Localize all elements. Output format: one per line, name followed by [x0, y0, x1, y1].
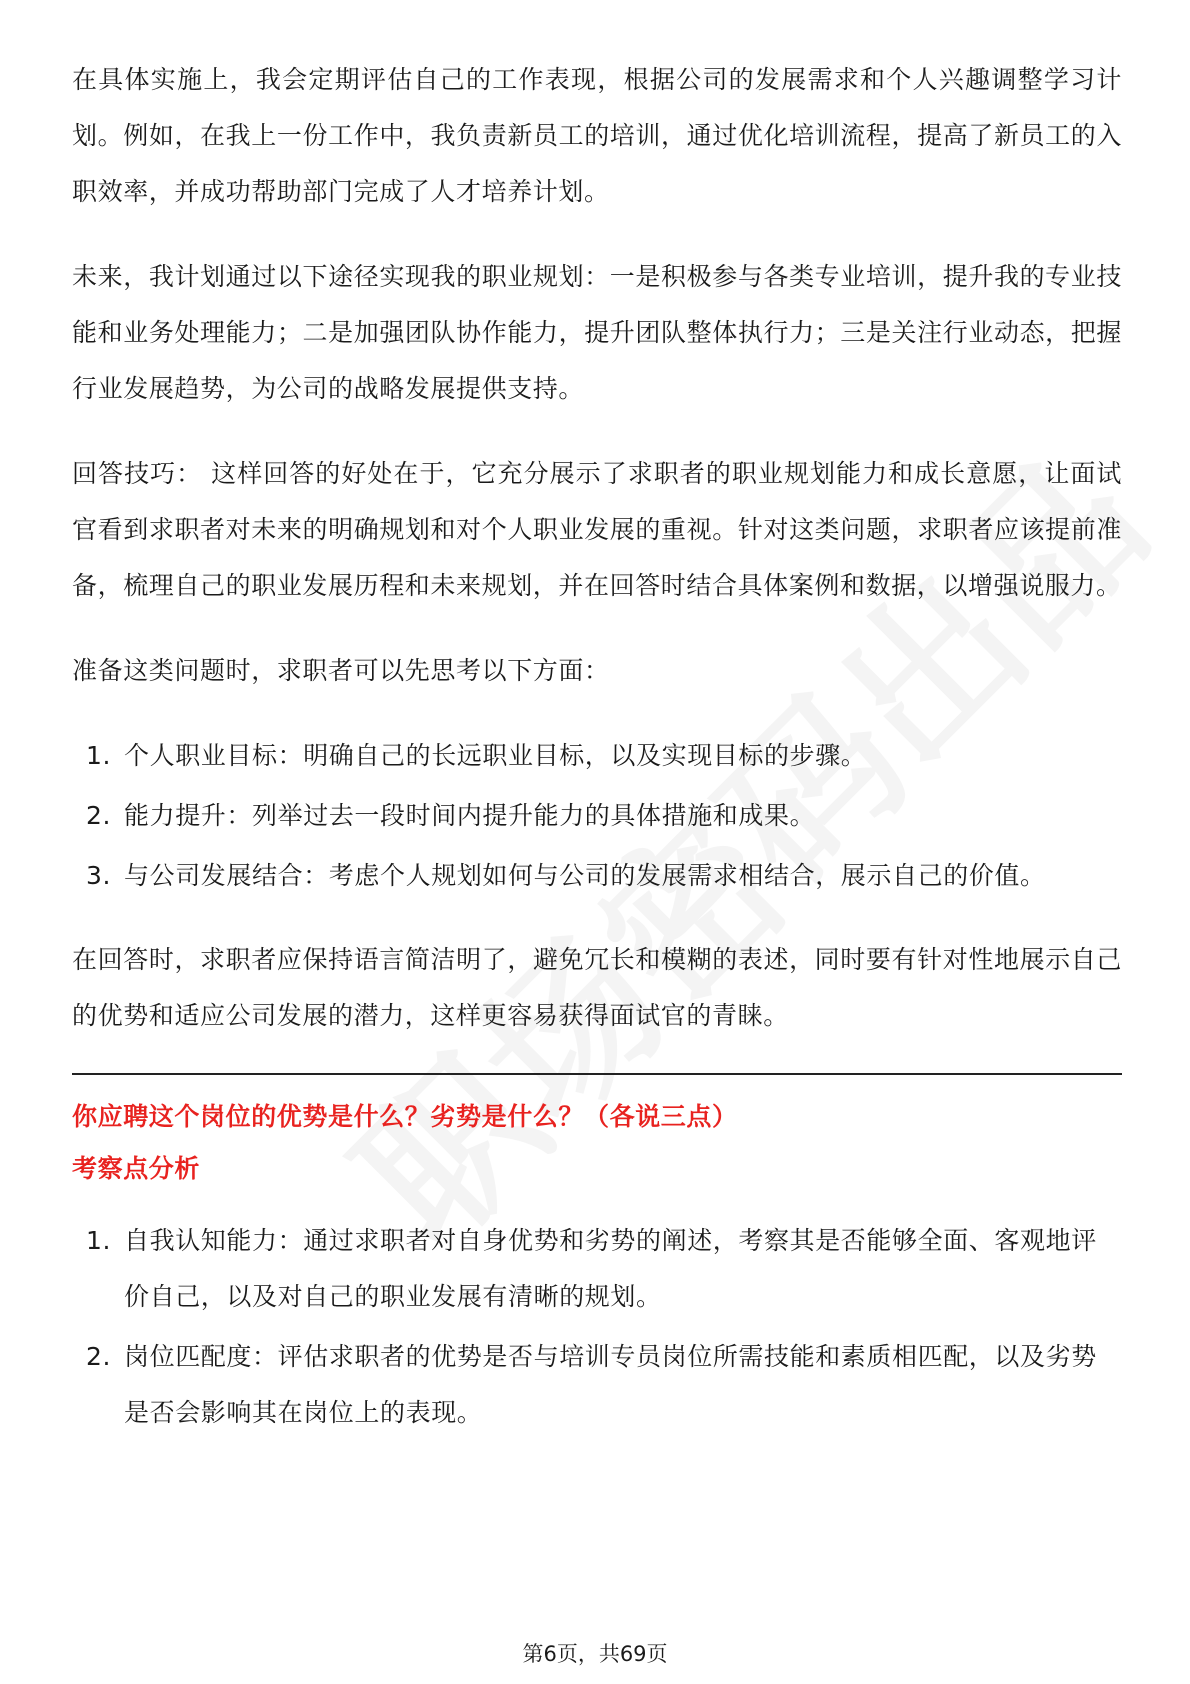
analysis-list — [72, 1213, 1122, 1441]
list-item-text: 岗位匹配度：评估求职者的优势是否与培训专员岗位所需技能和素质相匹配，以及劣势是否会影响其在岗位上的表现。 — [124, 1342, 1097, 1427]
paragraph-implementation: 在具体实施上，我会定期评估自己的工作表现，根据公司的发展需求和个人兴趣调整学习计划。例如，在我上一份工作中，我负责新员工的培训，通过优化培训流程，提高了新员工的入职效率，并成功帮助部门完成了人才培养计划。 — [72, 65, 1122, 206]
page-content — [72, 52, 1122, 1469]
list-number: 2. — [86, 801, 112, 830]
list-item — [72, 788, 1122, 844]
list-item-text: 自我认知能力：通过求职者对自身优势和劣势的阐述，考察其是否能够全面、客观地评价自己，以及对自己的职业发展有清晰的规划。 — [124, 1226, 1097, 1311]
list-item — [72, 1213, 1122, 1325]
paragraph-answer-tips: 回答技巧： 这样回答的好处在于，它充分展示了求职者的职业规划能力和成长意愿，让面试官看到求职者对未来的明确规划和对个人职业发展的重视。针对这类问题，求职者应该提前准备，梳理自己的职业发展历程和未来规划，并在回答时结合具体案例和数据，以增强说服力。 — [72, 459, 1122, 600]
list-item — [72, 1329, 1122, 1441]
list-number: 1. — [86, 741, 112, 770]
list-item — [72, 848, 1122, 904]
question-title: 你应聘这个岗位的优势是什么？劣势是什么？（各说三点） — [72, 1102, 738, 1131]
list-item-text: 个人职业目标：明确自己的长远职业目标，以及实现目标的步骤。 — [124, 741, 867, 770]
paragraph-prep-intro: 准备这类问题时，求职者可以先思考以下方面： — [72, 656, 610, 685]
list-item — [72, 728, 1122, 784]
list-number: 3. — [86, 861, 112, 890]
page-footer: 第6页，共69页 — [522, 1642, 668, 1666]
list-number: 2. — [86, 1342, 112, 1371]
list-item-text: 能力提升：列举过去一段时间内提升能力的具体措施和成果。 — [124, 801, 816, 830]
section-divider — [72, 1073, 1122, 1075]
prep-list — [72, 728, 1122, 904]
question-subtitle: 考察点分析 — [72, 1154, 201, 1183]
list-number: 1. — [86, 1226, 112, 1255]
paragraph-closing: 在回答时，求职者应保持语言简洁明了，避免冗长和模糊的表述，同时要有针对性地展示自己的优势和适应公司发展的潜力，这样更容易获得面试官的青睐。 — [72, 945, 1122, 1030]
list-item-text: 与公司发展结合：考虑个人规划如何与公司的发展需求相结合，展示自己的价值。 — [124, 861, 1046, 890]
paragraph-future-plan: 未来，我计划通过以下途径实现我的职业规划：一是积极参与各类专业培训，提升我的专业技能和业务处理能力；二是加强团队协作能力，提升团队整体执行力；三是关注行业动态，把握行业发展趋势，为公司的战略发展提供支持。 — [72, 262, 1122, 403]
